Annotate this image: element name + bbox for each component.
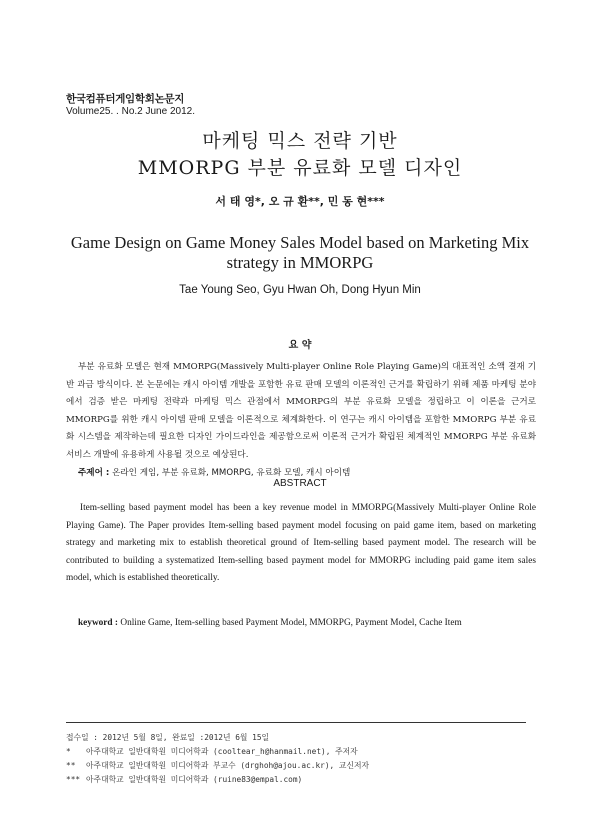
footnote-text: 아주대학교 일반대학원 미디어학과 (ruine83@empal.com) (86, 775, 303, 784)
journal-name: 한국컴퓨터게임학회논문지 (66, 93, 185, 105)
english-abstract-heading: ABSTRACT (273, 478, 327, 489)
english-keywords-label: keyword : (78, 618, 119, 628)
footnote-mark: *** (66, 775, 81, 784)
footnote-mark: * (66, 747, 71, 756)
english-title-line-1: Game Design on Game Money Sales Model based on Marketing Mix (70, 233, 530, 252)
received-dates: 접수일 : 2012년 5월 8일, 완료일 :2012년 6월 15일 (66, 733, 270, 742)
footnote-mark: ** (66, 761, 76, 770)
korean-abstract-heading: 요 약 (288, 340, 312, 351)
footnote-text: 아주대학교 일반대학원 미디어학과 (cooltear_h@hanmail.net), 주저자 (86, 747, 358, 756)
korean-abstract-body: 부분 유료화 모델은 현재 MMORPG(Massively Multi-player Online Role Playing Game)의 대표적인 소액 결재 기반 과금 방식이다. 본 논문에는 캐시 아이템 개발을 포함한 유료 판매 모델의 이론적인 근거를 확립하기 위해 제품 마케팅 분야에서 검증 받은 마케팅 전략과 마케팅 믹스 관점에서 MMORPG의 부분 유료화 모델을 정립하고 이 이론을 근거로 MMORPG를 위한 캐시 아이템 판매 모델을 이론적으로 체계화한다. 이 연구는 캐시 아이템을 포함한 MMORPG 부분 유료화 시스템을 제작하는데 필요한 디자인 가이드라인을 제공함으로써 이론적 근거가 확립된 체계적인 MMORPG 부분 유료화 서비스 개발에 유용하게 사용될 것으로 예상된다. (66, 362, 536, 460)
footnote-item (66, 745, 369, 759)
footnote-text: 아주대학교 일반대학원 미디어학과 부교수 (drghoh@ajou.ac.kr), 교신저자 (86, 761, 370, 770)
korean-authors: 서 태 영*, 오 규 환**, 민 동 현*** (215, 195, 385, 208)
footnotes (66, 731, 369, 787)
journal-volume-line: Volume25. . No.2 June 2012. (66, 106, 195, 117)
footnote-divider (66, 722, 526, 723)
english-authors: Tae Young Seo, Gyu Hwan Oh, Dong Hyun Min (179, 284, 421, 296)
korean-title-line-1: 마케팅 믹스 전략 기반 (202, 130, 398, 152)
korean-keywords-line (78, 466, 350, 478)
english-keywords: Online Game, Item-selling based Payment Model, MMORPG, Payment Model, Cache Item (120, 618, 462, 628)
english-title-line-2: strategy in MMORPG (226, 253, 374, 272)
english-abstract-body: Item-selling based payment model has been a key revenue model in MMORPG(Massively Multi-player Online Role Playing Game). The Paper provides Item-selling based payment model focusing on paid game item, based on marketing strategy and marketing mix to establish theoretical ground of Item-selling based payment model. The research will be contributed to building a systematized Item-selling based payment model for MMORPG including paid game item sales model, which is established theoretically. (66, 503, 536, 583)
footnote-item (66, 773, 369, 787)
korean-keywords: 온라인 게임, 부분 유료화, MMORPG, 유료화 모델, 캐시 아이템 (112, 468, 351, 478)
english-keywords-line (78, 618, 462, 628)
korean-title-line-2: MMORPG 부분 유료화 모델 디자인 (137, 157, 463, 179)
footnote-item (66, 759, 369, 773)
korean-keywords-label: 주제어 : (78, 468, 110, 478)
